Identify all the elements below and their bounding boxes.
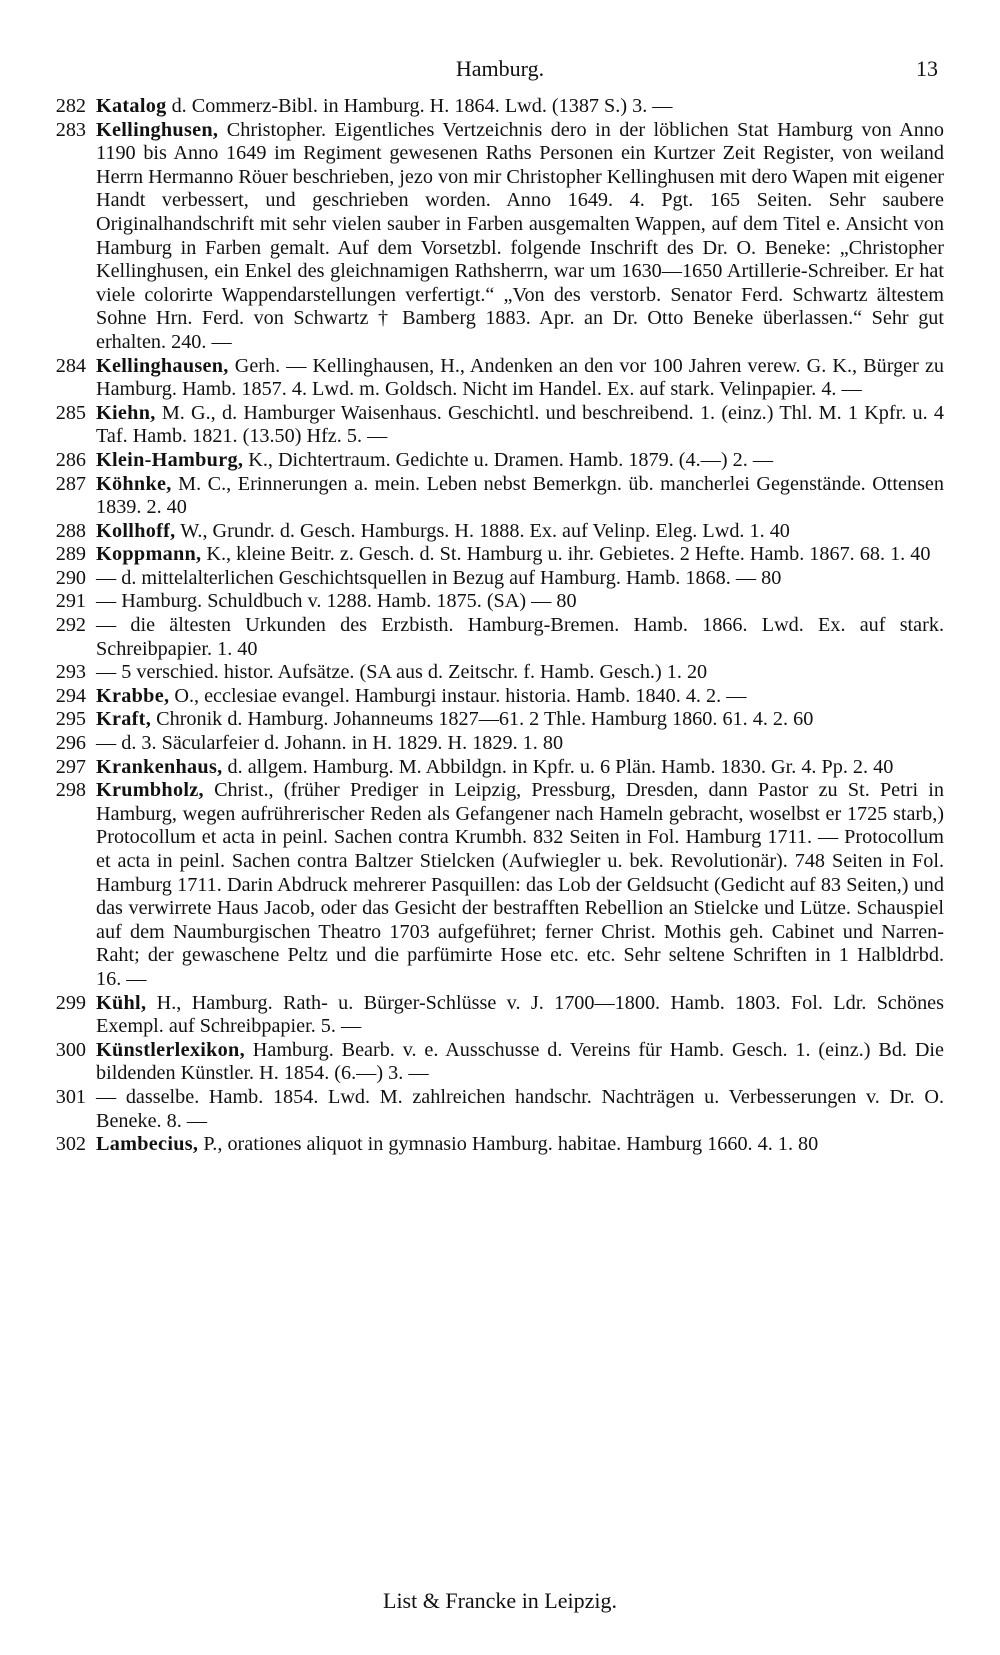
catalog-entry bbox=[44, 1039, 944, 1086]
entry-price: 3. — bbox=[632, 95, 673, 117]
publisher-footer: List & Francke in Leipzig. bbox=[383, 1588, 617, 1613]
entry-description: — d. 3. Säcularfeier d. Johann. in H. 1829. H. 1829. bbox=[96, 732, 523, 755]
entry-number: 288 bbox=[55, 519, 86, 542]
entry-number: 296 bbox=[55, 732, 86, 755]
entry-author: Krumbholz, bbox=[96, 779, 204, 802]
catalog-entry bbox=[44, 473, 944, 520]
entry-description: d. Commerz-Bibl. in Hamburg. H. 1864. Lwd. (1387 S.) bbox=[166, 95, 633, 117]
page-header bbox=[0, 52, 1000, 86]
catalog-entry bbox=[44, 520, 944, 544]
catalog-entry bbox=[44, 992, 944, 1039]
catalog-entry bbox=[44, 756, 944, 780]
catalog-entries bbox=[44, 95, 944, 1157]
catalog-entry bbox=[44, 95, 944, 119]
entry-description: P., orationes aliquot in gymnasio Hamburg. habitae. Hamburg 1660. 4. bbox=[198, 1133, 778, 1156]
entry-number: 287 bbox=[55, 472, 86, 495]
entry-author: Kellinghusen, bbox=[96, 118, 219, 141]
entry-number: 285 bbox=[55, 401, 86, 424]
entry-price: 240. — bbox=[171, 330, 232, 353]
catalog-entry bbox=[44, 1133, 944, 1157]
entry-price: 1. 80 bbox=[522, 732, 564, 755]
entry-number: 298 bbox=[55, 779, 86, 802]
entry-author: Koppmann, bbox=[96, 543, 202, 566]
entry-description: — d. mittelalterlichen Geschichtsquellen in Bezug auf Hamburg. Hamb. 1868. bbox=[96, 566, 736, 589]
catalog-entry bbox=[44, 449, 944, 473]
entry-description: Christ., (früher Prediger in Leipzig, Pressburg, Dresden, dann Pastor zu St. Petri in Hamburg, wegen aufrührerischer Reden als Gefangener nach Hameln gebracht, woselbst er 1725 starb,) Protocollum et acta in peinl. Sachen contra Krumbh. 832 Seiten in Fol. Hamburg 1711. — Protocollum et acta in peinl. Sachen contra Baltzer Stielcken (Aufwiegler u. bek. Revolutionär). 748 Seiten in Fol. Hamburg 1711. Darin Abdruck mehrerer Pasquillen: das Lob der Geldsucht (Gedicht auf 83 Seiten,) und das verwirrete Haus Jacob, oder das Gesicht der bestrafften Rebellion an Stielcke und Lütze. Schauspiel auf dem Naumburgischen Theatro 1703 aufgeführet; ferner Christ. Mothis geh. Cabinet und Narren-Raht; der gewaschene Peltz und die parfümirte Hose etc. etc. Sehr seltene Schriften in 1 Halbldrbd. bbox=[96, 779, 944, 967]
entry-price: — 80 bbox=[735, 566, 782, 589]
entry-number: 284 bbox=[55, 354, 86, 377]
entry-price: 5. — bbox=[346, 425, 388, 448]
entry-author: Kollhoff, bbox=[96, 519, 176, 542]
page-number: 13 bbox=[916, 56, 938, 81]
entry-description: — 5 verschied. histor. Aufsätze. (SA aus d. Zeitschr. f. Hamb. Gesch.) bbox=[96, 661, 667, 684]
entry-author: Krankenhaus, bbox=[96, 755, 223, 778]
entry-price: 2. — bbox=[706, 684, 747, 707]
entry-price: — 80 bbox=[531, 590, 577, 613]
entry-price: 16. — bbox=[96, 967, 147, 990]
catalog-entry bbox=[44, 402, 944, 449]
catalog-entry bbox=[44, 708, 944, 732]
catalog-entry bbox=[44, 355, 944, 402]
catalog-entry bbox=[44, 543, 944, 567]
entry-price: 4. — bbox=[821, 378, 862, 401]
entry-description: H., Hamburg. Rath- u. Bürger-Schlüsse v. J. 1700—1800. Hamb. 1803. Fol. Ldr. Schönes Exempl. auf Schreibpapier. bbox=[96, 991, 944, 1038]
entry-author: Kellinghausen, bbox=[96, 354, 229, 377]
entry-author: Köhnke, bbox=[96, 472, 172, 495]
entry-author: Kühl, bbox=[96, 991, 147, 1014]
entry-price: 2. 40 bbox=[852, 755, 894, 778]
entry-description: Hamburg. Bearb. v. e. Ausschusse d. Vereins für Hamb. Gesch. 1. (einz.) Bd. Die bildenden Künstler. H. 1854. (6.—) bbox=[96, 1038, 944, 1085]
catalog-entry bbox=[44, 732, 944, 756]
catalog-entry bbox=[44, 685, 944, 709]
entry-number: 291 bbox=[55, 590, 86, 613]
entry-description: K., kleine Beitr. z. Gesch. d. St. Hamburg u. ihr. Gebietes. 2 Hefte. Hamb. 1867. 68. bbox=[201, 543, 891, 566]
entry-author: Künstlerlexikon, bbox=[96, 1038, 245, 1061]
entry-price: 3. — bbox=[388, 1062, 429, 1085]
entry-author: Kraft, bbox=[96, 708, 152, 731]
entry-description: K., Dichtertraum. Gedichte u. Dramen. Hamb. 1879. (4.—) bbox=[243, 448, 733, 471]
entry-price: 2. 40 bbox=[146, 496, 187, 519]
entry-description: Chronik d. Hamburg. Johanneums 1827—61. 2 Thle. Hamburg 1860. 61. 4. bbox=[151, 708, 773, 731]
entry-description: O., ecclesiae evangel. Hamburgi instaur. historia. Hamb. 1840. 4. bbox=[169, 684, 707, 707]
entry-description: M. G., d. Hamburger Waisenhaus. Geschichtl. und beschreibend. 1. (einz.) Thl. M. 1 Kpfr. u. 4 Taf. Hamb. 1821. (13.50) Hfz. bbox=[96, 401, 944, 448]
entry-number: 293 bbox=[55, 661, 86, 684]
catalog-entry bbox=[44, 567, 944, 591]
entry-number: 292 bbox=[55, 614, 86, 637]
entry-number: 297 bbox=[55, 755, 86, 778]
entry-price: 1. 40 bbox=[749, 519, 790, 542]
entry-number: 300 bbox=[55, 1038, 86, 1061]
entry-author: Krabbe, bbox=[96, 684, 170, 707]
entry-number: 282 bbox=[55, 95, 86, 117]
entry-author: Klein-Hamburg, bbox=[96, 448, 244, 471]
entry-description: — dasselbe. Hamb. 1854. Lwd. M. zahlreichen handschr. Nachträgen u. Verbesserungen v. Dr. O. Beneke. bbox=[96, 1085, 944, 1132]
entry-price: 2. 60 bbox=[772, 708, 814, 731]
entry-description: d. allgem. Hamburg. M. Abbildgn. in Kpfr. u. 6 Plän. Hamb. 1830. Gr. 4. Pp. bbox=[222, 755, 853, 778]
catalog-entry bbox=[44, 119, 944, 355]
entry-description: M. C., Erinnerungen a. mein. Leben nebst Bemerkgn. üb. mancherlei Gegenstände. Ottensen 1839. bbox=[96, 472, 944, 519]
entry-price: 1. 40 bbox=[217, 637, 258, 660]
entry-description: — die ältesten Urkunden des Erzbisth. Hamburg-Bremen. Hamb. 1866. Lwd. Ex. auf stark. Schreibpapier. bbox=[96, 614, 944, 660]
entry-author: Kiehn, bbox=[96, 401, 156, 424]
catalog-entry bbox=[44, 1086, 944, 1133]
entry-description: W., Grundr. d. Gesch. Hamburgs. H. 1888. Ex. auf Velinp. Eleg. Lwd. bbox=[175, 519, 750, 542]
entry-number: 290 bbox=[55, 566, 86, 589]
entry-description: — Hamburg. Schuldbuch v. 1288. Hamb. 1875. (SA) bbox=[96, 590, 532, 613]
entry-author: Lambecius, bbox=[96, 1133, 199, 1156]
catalog-entry bbox=[44, 779, 944, 991]
entry-author: Katalog bbox=[96, 95, 167, 117]
entry-description: Gerh. — Kellinghausen, H., Andenken an den vor 100 Jahren verew. G. K., Bürger zu Hamburg. Hamb. 1857. 4. Lwd. m. Goldsch. Nicht im Handel. Ex. auf stark. Velinpapier. bbox=[96, 354, 944, 401]
page-title: Hamburg. bbox=[455, 56, 545, 81]
entry-price: 2. — bbox=[732, 448, 773, 471]
entry-price: 8. — bbox=[166, 1109, 208, 1132]
entry-number: 299 bbox=[55, 991, 86, 1014]
entry-price: 1. 40 bbox=[890, 543, 931, 566]
entry-number: 301 bbox=[55, 1085, 86, 1108]
entry-number: 283 bbox=[55, 118, 86, 141]
entry-number: 302 bbox=[55, 1133, 86, 1156]
catalog-entry bbox=[44, 661, 944, 685]
entry-number: 294 bbox=[55, 684, 86, 707]
entry-price: 5. — bbox=[320, 1015, 362, 1038]
entry-number: 295 bbox=[55, 708, 86, 731]
entry-number: 286 bbox=[55, 448, 86, 471]
entry-price: 1. 20 bbox=[666, 661, 708, 684]
catalog-entry bbox=[44, 590, 944, 614]
entry-description: Christopher. Eigentliches Vertzeichnis dero in der löblichen Stat Hamburg von Anno 1190 bis Anno 1649 im Regiment gewesenen Raths Personen ein Kurtzer Zeit Register, von weiland Herrn Hermanno Röuer beschrieben, jezo von mir Christopher Kellinghusen mit dero Wapen mit eigener Handt verbessert, und geschrieben worden. Anno 1649. 4. Pgt. 165 Seiten. Sehr saubere Originalhandschrift mit sehr vielen sauber in Farben ausgemalten Wappen, auf dem Titel e. Ansicht von Hamburg in Farben gemalt. Auf dem Vorsetzbl. folgende Inschrift des Dr. O. Beneke: „Christopher Kellinghusen, ein Enkel des gleichnamigen Rathsherrn, war um 1630—1650 Artillerie-Schreiber. Er hat viele colorirte Wappendarstellungen verfertigt.“ „Von des verstorb. Senator Ferd. Schwartz ältestem Sohne Hrn. Ferd. von Schwartz † Bamberg 1883. Apr. an Dr. Otto Beneke überlassen.“ Sehr gut erhalten. bbox=[96, 118, 944, 353]
entry-number: 289 bbox=[55, 543, 86, 566]
entry-price: 1. 80 bbox=[777, 1133, 819, 1156]
catalog-entry bbox=[44, 614, 944, 661]
